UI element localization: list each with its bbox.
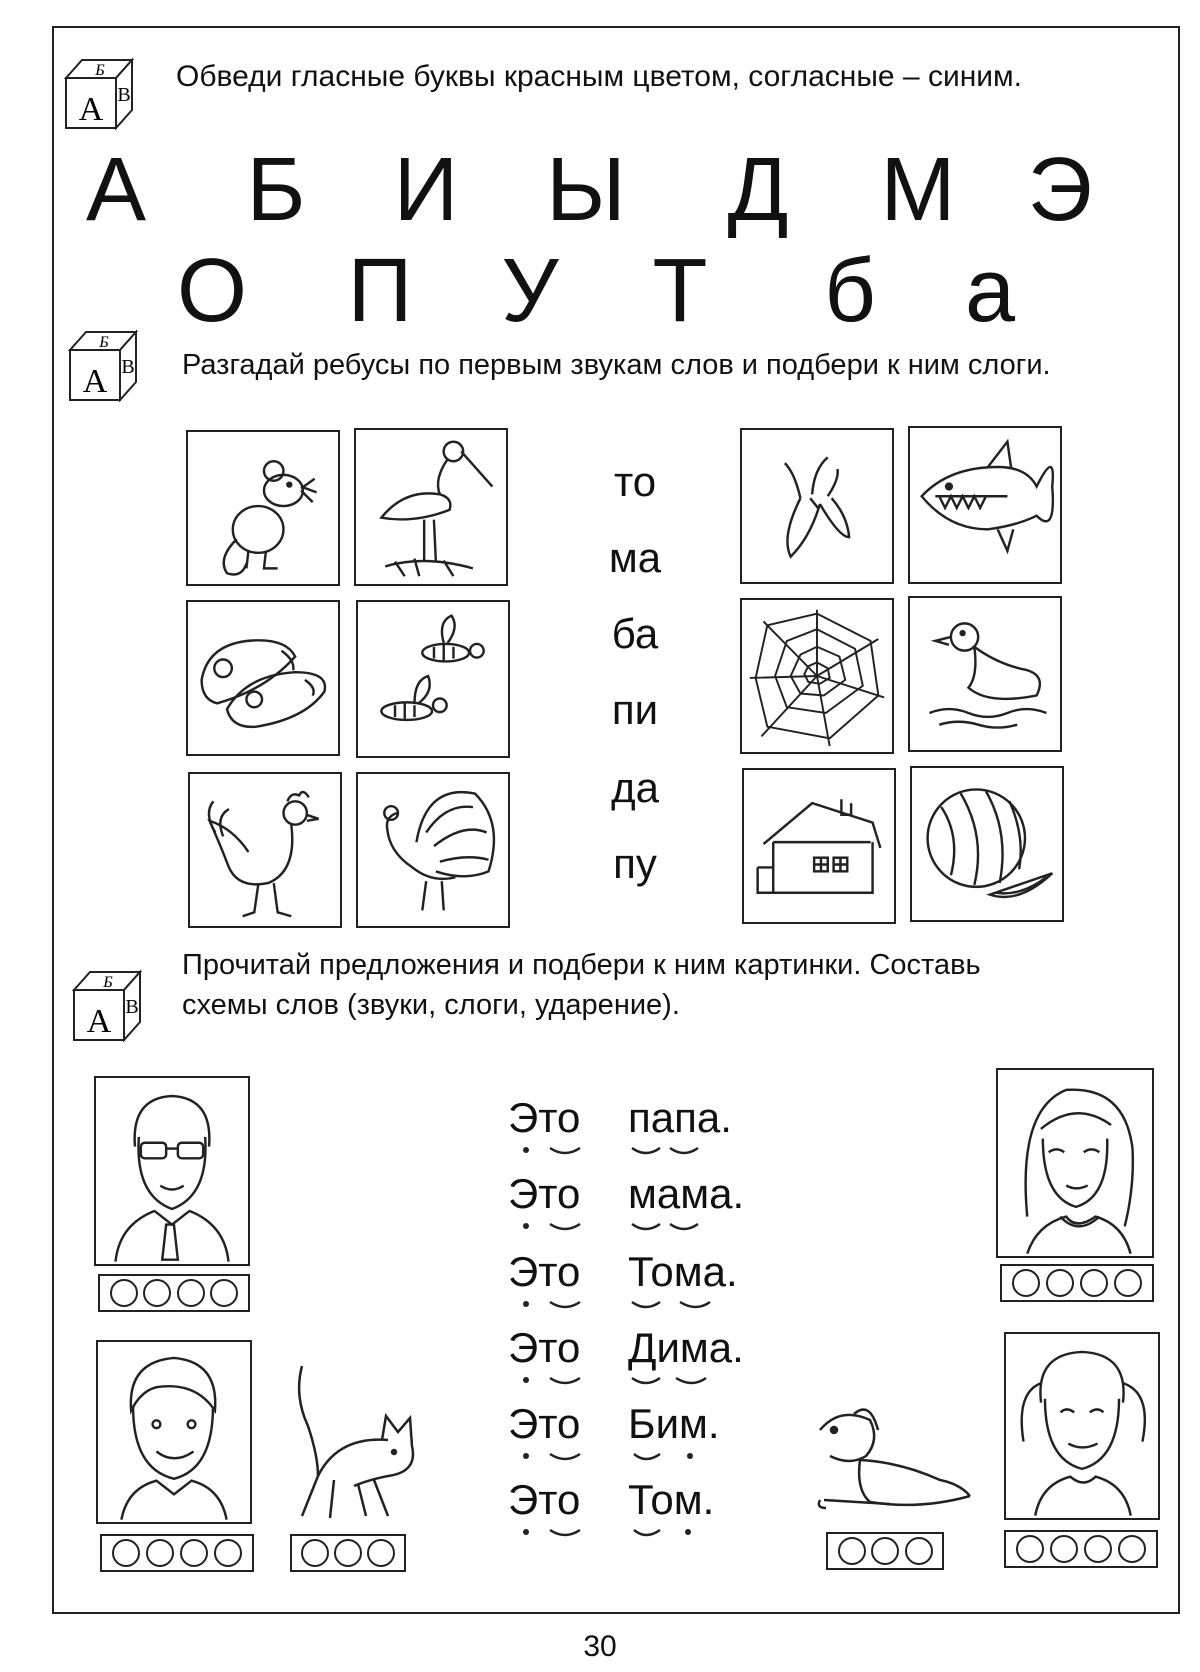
sound-circle[interactable] <box>838 1537 866 1565</box>
sound-circle[interactable] <box>1084 1535 1112 1563</box>
stork-picture[interactable] <box>354 428 508 586</box>
slippers-picture[interactable] <box>186 600 340 756</box>
svg-text:А: А <box>86 1003 112 1040</box>
turkey-picture[interactable] <box>356 772 510 928</box>
abc-cube-icon <box>62 56 136 130</box>
father-picture[interactable] <box>94 1076 250 1266</box>
sound-circle[interactable] <box>112 1539 140 1567</box>
letter: Э <box>1027 140 1093 240</box>
task-3-instruction-line1: Прочитай предложения и подбери к ним картинки. Составь <box>182 949 981 981</box>
sound-circle[interactable] <box>110 1279 138 1307</box>
spider-web-picture[interactable] <box>740 598 894 754</box>
sound-circle[interactable] <box>1080 1269 1108 1297</box>
syllable: да <box>611 764 659 811</box>
letter: О <box>176 241 247 341</box>
letter: Ы <box>546 140 626 240</box>
sentence-word: Это <box>508 1248 581 1295</box>
abc-cube-icon <box>66 328 140 402</box>
sound-circle[interactable] <box>143 1279 171 1307</box>
syllable: пи <box>611 686 659 733</box>
sound-circle[interactable] <box>214 1539 242 1567</box>
sound-circle[interactable] <box>1012 1269 1040 1297</box>
sound-circle[interactable] <box>146 1539 174 1567</box>
word-scheme-3[interactable] <box>826 1532 944 1570</box>
syllable: пу <box>613 840 657 887</box>
svg-text:В: В <box>125 996 139 1018</box>
svg-text:Б: Б <box>99 334 109 351</box>
word-scheme-4[interactable] <box>98 1274 250 1312</box>
letter: Б <box>246 140 306 240</box>
svg-text:В: В <box>121 356 135 378</box>
word-scheme-4[interactable] <box>1000 1264 1154 1302</box>
word-scheme-4[interactable] <box>1004 1530 1158 1568</box>
arc-row <box>523 1529 691 1535</box>
sentence-word: Это <box>508 1400 581 1447</box>
abc-cube-icon <box>70 968 144 1042</box>
sentence-word: Дима. <box>628 1324 744 1371</box>
syllable: то <box>613 458 657 505</box>
sound-circle[interactable] <box>177 1279 205 1307</box>
dog-picture[interactable] <box>800 1400 980 1524</box>
sentence-word: мама. <box>628 1170 745 1217</box>
letter: И <box>393 140 459 240</box>
sentence-word: Это <box>508 1324 581 1371</box>
sound-circle[interactable] <box>1114 1269 1142 1297</box>
banana-picture[interactable] <box>740 428 894 584</box>
letter: У <box>501 241 559 341</box>
sound-circle[interactable] <box>871 1537 899 1565</box>
arc-row <box>523 1301 710 1307</box>
letter: А <box>85 140 147 240</box>
sound-circle[interactable] <box>334 1539 362 1567</box>
letter: Т <box>652 241 708 341</box>
sound-circle[interactable] <box>1118 1535 1146 1563</box>
letter: Д <box>727 140 789 240</box>
duck-picture[interactable] <box>908 596 1062 752</box>
sentence-word: Том. <box>628 1476 715 1523</box>
syllable-arcs <box>510 1140 790 1560</box>
watermelon-picture[interactable] <box>910 766 1064 922</box>
task-1-instruction: Обведи гласные буквы красным цветом, согласные – синим. <box>176 60 1022 93</box>
arc-row <box>523 1223 698 1229</box>
sentence <box>508 1094 732 1142</box>
word-scheme-3[interactable] <box>290 1534 406 1572</box>
sound-circle[interactable] <box>301 1539 329 1567</box>
sentence-word: Тома. <box>628 1248 738 1295</box>
page-number: 30 <box>583 1630 617 1663</box>
sentence-word: Это <box>508 1476 581 1523</box>
sentence-word: папа. <box>628 1094 732 1141</box>
sound-circle[interactable] <box>1050 1535 1078 1563</box>
shark-picture[interactable] <box>908 426 1062 584</box>
letter: П <box>347 241 413 341</box>
arc-row <box>523 1453 693 1459</box>
svg-text:А: А <box>82 363 108 400</box>
sound-circle[interactable] <box>180 1539 208 1567</box>
girl-picture[interactable] <box>1004 1332 1160 1520</box>
mother-picture[interactable] <box>996 1068 1154 1258</box>
cat-picture[interactable] <box>278 1356 430 1526</box>
sound-circle[interactable] <box>1016 1535 1044 1563</box>
sentence-word: Бим. <box>628 1400 720 1447</box>
wasps-picture[interactable] <box>356 600 510 758</box>
sentence-word: Это <box>508 1094 581 1141</box>
task-3-instruction-line2: схемы слов (звуки, слоги, ударение). <box>182 989 680 1021</box>
letter: а <box>964 241 1016 341</box>
arc-row <box>523 1147 698 1153</box>
sentence-word: Это <box>508 1170 581 1217</box>
svg-text:Б: Б <box>103 974 113 991</box>
task-2-instruction: Разгадай ребусы по первым звукам слов и подбери к ним слоги. <box>182 349 1051 381</box>
syllable: ма <box>608 534 662 581</box>
letter: М <box>880 140 956 240</box>
sound-circle[interactable] <box>367 1539 395 1567</box>
svg-text:А: А <box>78 91 104 128</box>
svg-text:В: В <box>117 84 131 106</box>
house-picture[interactable] <box>742 768 896 924</box>
rooster-picture[interactable] <box>188 772 342 928</box>
arc-row <box>523 1377 706 1383</box>
sound-circle[interactable] <box>210 1279 238 1307</box>
boy-picture[interactable] <box>96 1340 252 1524</box>
letter: б <box>824 241 876 341</box>
mouse-picture[interactable] <box>186 430 340 586</box>
syllable: ба <box>611 610 659 657</box>
svg-text:Б: Б <box>95 62 105 79</box>
sound-circle[interactable] <box>905 1537 933 1565</box>
word-scheme-4[interactable] <box>100 1534 254 1572</box>
sound-circle[interactable] <box>1046 1269 1074 1297</box>
